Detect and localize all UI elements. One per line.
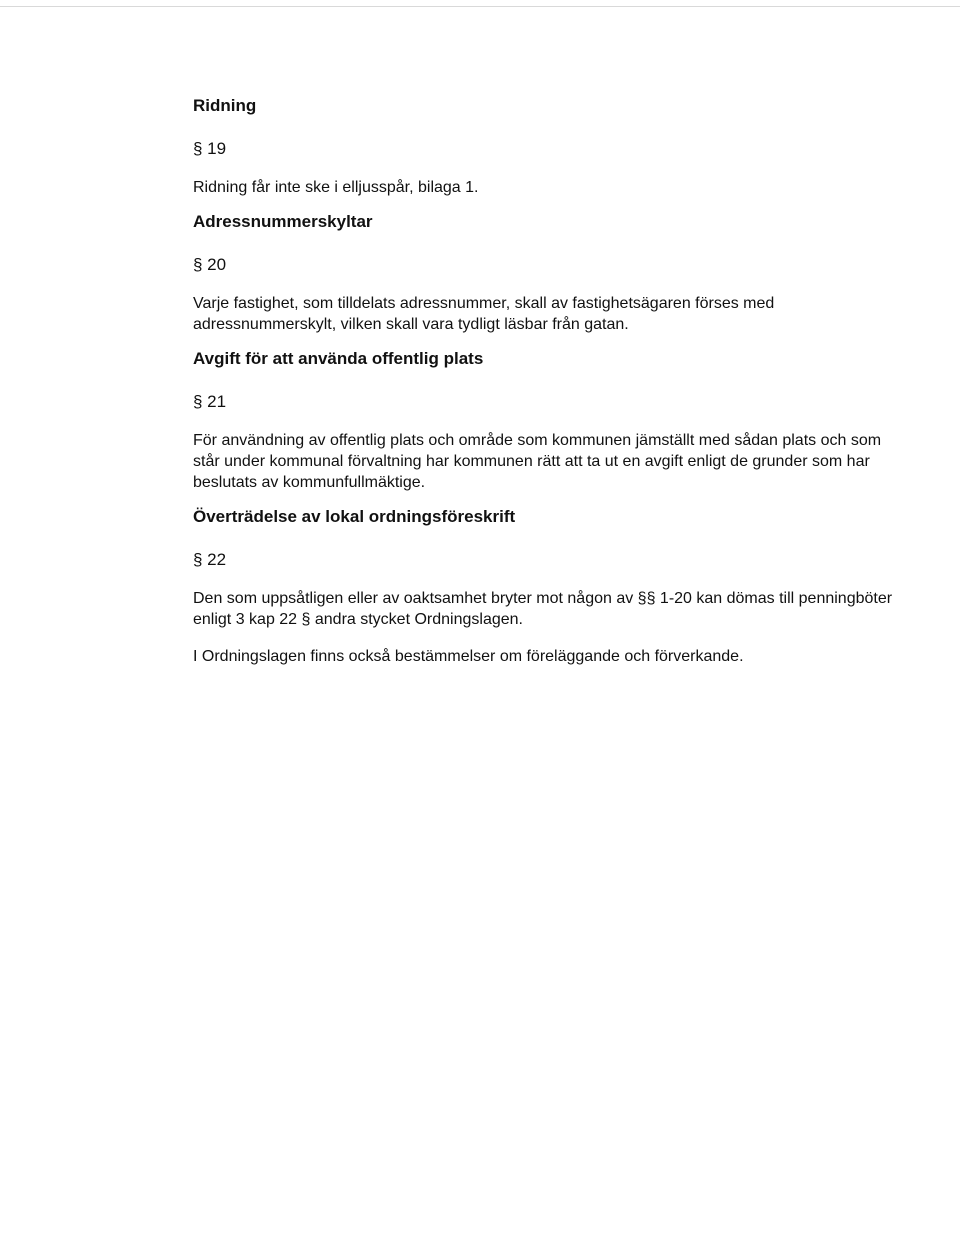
top-rule bbox=[0, 6, 960, 7]
section-22-text: Den som uppsåtligen eller av oaktsamhet bryter mot någon av §§ 1-20 kan dömas till penningböter enligt 3 kap 22 § andra stycket Ordningslagen. bbox=[193, 590, 893, 628]
section-20-text: Varje fastighet, som tilldelats adressnummer, skall av fastighetsägaren förses med adressnummerskylt, vilken skall vara tydligt läsbar från gatan. bbox=[193, 295, 775, 333]
section-heading-avgift: Avgift för att använda offentlig plats bbox=[193, 349, 484, 368]
section-number-21: § 21 bbox=[193, 392, 227, 411]
section-22-text-2: I Ordningslagen finns också bestämmelser om föreläggande och förverkande. bbox=[193, 648, 744, 665]
section-heading-overtradelse: Överträdelse av lokal ordningsföreskrift bbox=[193, 507, 516, 526]
section-21-text: För användning av offentlig plats och område som kommunen jämställt med sådan plats och som står under kommunal förvaltning har kommunen rätt att ta ut en avgift enligt de grunder som har beslutats av kommunfullmäktige. bbox=[193, 432, 882, 491]
section-19-text: Ridning får inte ske i elljusspår, bilaga 1. bbox=[193, 179, 479, 196]
section-number-19: § 19 bbox=[193, 139, 227, 158]
section-heading-adressnummerskyltar: Adressnummerskyltar bbox=[193, 212, 373, 231]
section-number-20: § 20 bbox=[193, 255, 227, 274]
section-number-22: § 22 bbox=[193, 550, 227, 569]
section-heading-ridning: Ridning bbox=[193, 96, 257, 115]
document-page bbox=[193, 95, 893, 667]
